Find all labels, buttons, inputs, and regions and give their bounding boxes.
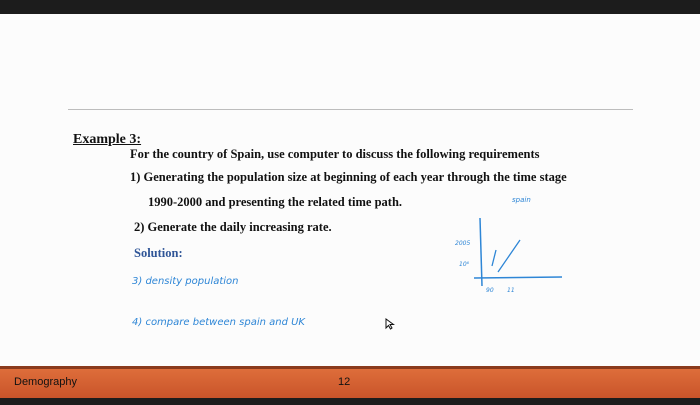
mouse-cursor-icon [385,318,395,330]
graph-x-tick-2: 11 [507,287,515,294]
example-title: Example 3: [73,132,142,147]
solution-label: Solution: [134,246,183,260]
footer-bar [0,366,700,398]
graph-trend-line [492,240,520,272]
handwritten-note-4: 4) compare between spain and UK [132,317,305,328]
graph-y-tick-2: 10⁶ [459,261,470,268]
graph-x-tick-1: 90 [486,287,494,294]
requirement-1-line-1: 1) Generating the population size at beginning of each year through the time stage [130,170,567,184]
footer-page-number: 12 [338,376,351,388]
graph-y-tick-1: 2005 [455,240,471,247]
requirement-1-line-2: 1990-2000 and presenting the related time path. [148,195,403,209]
requirement-2: 2) Generate the daily increasing rate. [134,220,332,234]
handwritten-graph-sketch [450,190,570,290]
footer-course-name: Demography [14,376,77,388]
handwritten-note-3: 3) density population [132,276,239,287]
graph-y-axis [480,218,482,286]
graph-label: spain [512,196,531,204]
bottom-black-bar [0,398,700,405]
top-black-bar [0,0,700,14]
intro-text: For the country of Spain, use computer to discuss the following requirements [130,147,540,161]
header-divider [68,109,633,110]
slide-canvas [0,14,700,366]
footer-top-border [0,366,700,369]
graph-x-axis [474,277,562,278]
